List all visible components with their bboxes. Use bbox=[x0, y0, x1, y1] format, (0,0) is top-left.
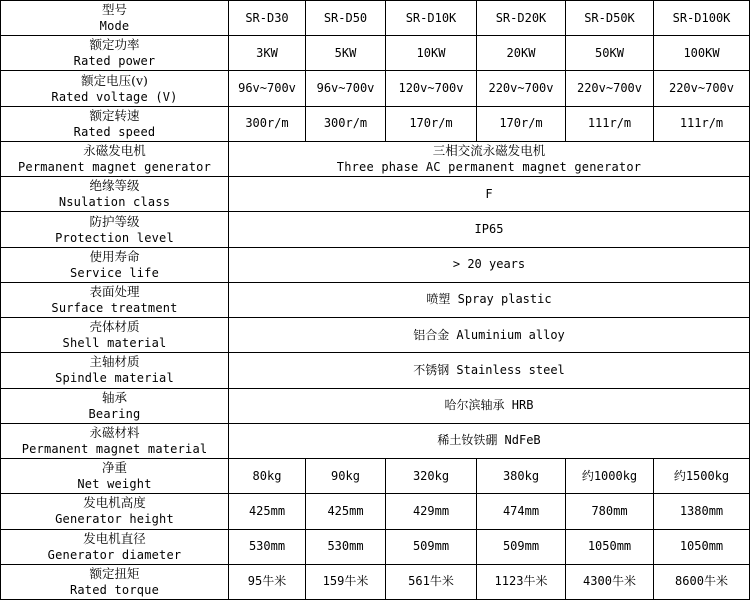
spec-row bbox=[1, 388, 750, 423]
param-label-en: Permanent magnet generator bbox=[17, 160, 212, 175]
value-cell: 220v~700v bbox=[654, 71, 750, 106]
param-label-zh: 型号 bbox=[101, 2, 127, 18]
value-cell: 300r/m bbox=[306, 106, 386, 141]
param-label-zh: 壳体材质 bbox=[89, 319, 140, 335]
value-cell: 3KW bbox=[229, 36, 306, 71]
param-label-en: Generator height bbox=[55, 512, 174, 527]
value-cell: 1123牛米 bbox=[477, 564, 566, 599]
value-cell: 约1500kg bbox=[654, 459, 750, 494]
param-label-zh: 永磁材料 bbox=[89, 424, 140, 440]
spec-row bbox=[1, 141, 750, 176]
model-cell: SR-D10K bbox=[386, 1, 477, 36]
value-cell: 530mm bbox=[306, 529, 386, 564]
value-cell: 96v~700v bbox=[306, 71, 386, 106]
param-label-zh: 额定转速 bbox=[89, 107, 140, 123]
model-cell: SR-D100K bbox=[654, 1, 750, 36]
spec-row bbox=[1, 529, 750, 564]
param-label-cell bbox=[1, 247, 229, 282]
param-label-zh: 防护等级 bbox=[89, 213, 140, 229]
param-label-cell bbox=[1, 459, 229, 494]
param-label-zh: 绝缘等级 bbox=[89, 178, 140, 194]
spec-row bbox=[1, 247, 750, 282]
value-cell: 474mm bbox=[477, 494, 566, 529]
param-label-zh: 主轴材质 bbox=[89, 354, 140, 370]
value-cell: 120v~700v bbox=[386, 71, 477, 106]
param-label-cell bbox=[1, 564, 229, 599]
model-cell: SR-D20K bbox=[477, 1, 566, 36]
spec-row bbox=[1, 423, 750, 458]
param-label-en: Mode bbox=[99, 19, 130, 34]
value-cell: 159牛米 bbox=[306, 564, 386, 599]
value-cell: 429mm bbox=[386, 494, 477, 529]
value-cell: 1050mm bbox=[566, 529, 654, 564]
value-cell: 96v~700v bbox=[229, 71, 306, 106]
spec-row bbox=[1, 71, 750, 106]
value-cell: 约1000kg bbox=[566, 459, 654, 494]
param-label-en: Rated speed bbox=[73, 124, 156, 139]
spec-row bbox=[1, 282, 750, 317]
value-cell: 111r/m bbox=[654, 106, 750, 141]
value-cell: 300r/m bbox=[229, 106, 306, 141]
param-label-zh: 轴承 bbox=[101, 389, 127, 405]
spec-row bbox=[1, 177, 750, 212]
param-label-cell bbox=[1, 529, 229, 564]
param-label-en: Generator diameter bbox=[47, 547, 182, 562]
param-label-en: Protection level bbox=[55, 230, 174, 245]
merged-value-cell: 稀土钕铁硼 NdFeB bbox=[229, 423, 750, 458]
model-cell: SR-D30 bbox=[229, 1, 306, 36]
param-label-en: Nsulation class bbox=[58, 195, 171, 210]
param-label-en: Rated power bbox=[73, 54, 156, 69]
merged-value-cell: IP65 bbox=[229, 212, 750, 247]
value-cell: 95牛米 bbox=[229, 564, 306, 599]
spec-row bbox=[1, 459, 750, 494]
value-cell: 170r/m bbox=[477, 106, 566, 141]
param-label-zh: 额定功率 bbox=[89, 37, 140, 53]
spec-row bbox=[1, 318, 750, 353]
merged-value-cell: 铝合金 Aluminium alloy bbox=[229, 318, 750, 353]
value-cell: 90kg bbox=[306, 459, 386, 494]
param-label-en: Surface treatment bbox=[51, 300, 178, 315]
value-cell: 220v~700v bbox=[566, 71, 654, 106]
param-label-cell bbox=[1, 388, 229, 423]
param-label-cell bbox=[1, 353, 229, 388]
param-label-en: Bearing bbox=[88, 406, 141, 421]
merged-value-cell: 不锈钢 Stainless steel bbox=[229, 353, 750, 388]
spec-row bbox=[1, 106, 750, 141]
param-label-zh: 使用寿命 bbox=[89, 248, 140, 264]
value-cell: 425mm bbox=[306, 494, 386, 529]
param-label-cell bbox=[1, 494, 229, 529]
spec-row bbox=[1, 212, 750, 247]
param-label-zh: 净重 bbox=[101, 460, 127, 476]
param-label-en: Service life bbox=[69, 265, 160, 280]
model-cell: SR-D50 bbox=[306, 1, 386, 36]
value-cell: 20KW bbox=[477, 36, 566, 71]
value-cell: 561牛米 bbox=[386, 564, 477, 599]
spec-row bbox=[1, 564, 750, 599]
value-cell: 170r/m bbox=[386, 106, 477, 141]
spec-table-body bbox=[1, 1, 750, 600]
value-cell: 780mm bbox=[566, 494, 654, 529]
value-cell: 220v~700v bbox=[477, 71, 566, 106]
spec-row bbox=[1, 353, 750, 388]
merged-value-cell bbox=[229, 141, 750, 176]
param-label-en: Permanent magnet material bbox=[21, 441, 208, 456]
param-label-zh: 发电机高度 bbox=[83, 495, 146, 511]
spec-row bbox=[1, 494, 750, 529]
merged-value-en: Three phase AC permanent magnet generator bbox=[336, 160, 642, 175]
param-label-cell bbox=[1, 212, 229, 247]
param-label-zh: 额定电压(v) bbox=[81, 72, 148, 88]
value-cell: 425mm bbox=[229, 494, 306, 529]
value-cell: 1050mm bbox=[654, 529, 750, 564]
value-cell: 111r/m bbox=[566, 106, 654, 141]
value-cell: 5KW bbox=[306, 36, 386, 71]
param-label-en: Shell material bbox=[62, 336, 167, 351]
param-label-cell bbox=[1, 282, 229, 317]
value-cell: 1380mm bbox=[654, 494, 750, 529]
param-label-cell bbox=[1, 177, 229, 212]
merged-value-zh: 三相交流永磁发电机 bbox=[432, 143, 546, 159]
merged-value-cell: > 20 years bbox=[229, 247, 750, 282]
param-label-cell bbox=[1, 71, 229, 106]
model-cell: SR-D50K bbox=[566, 1, 654, 36]
param-label-cell bbox=[1, 1, 229, 36]
param-label-en: Spindle material bbox=[55, 371, 174, 386]
param-label-en: Net weight bbox=[77, 477, 152, 492]
param-label-cell bbox=[1, 423, 229, 458]
param-label-zh: 发电机直径 bbox=[83, 530, 146, 546]
value-cell: 100KW bbox=[654, 36, 750, 71]
value-cell: 320kg bbox=[386, 459, 477, 494]
param-label-cell bbox=[1, 141, 229, 176]
value-cell: 509mm bbox=[386, 529, 477, 564]
param-label-zh: 永磁发电机 bbox=[83, 143, 146, 159]
spec-row bbox=[1, 36, 750, 71]
param-label-en: Rated voltage (V) bbox=[51, 89, 178, 104]
param-label-cell bbox=[1, 318, 229, 353]
value-cell: 4300牛米 bbox=[566, 564, 654, 599]
value-cell: 8600牛米 bbox=[654, 564, 750, 599]
param-label-cell bbox=[1, 106, 229, 141]
param-label-en: Rated torque bbox=[69, 582, 160, 597]
value-cell: 509mm bbox=[477, 529, 566, 564]
merged-value-cell: F bbox=[229, 177, 750, 212]
merged-value-cell: 哈尔滨轴承 HRB bbox=[229, 388, 750, 423]
value-cell: 10KW bbox=[386, 36, 477, 71]
value-cell: 530mm bbox=[229, 529, 306, 564]
value-cell: 380kg bbox=[477, 459, 566, 494]
header-row bbox=[1, 1, 750, 36]
value-cell: 80kg bbox=[229, 459, 306, 494]
param-label-cell bbox=[1, 36, 229, 71]
value-cell: 50KW bbox=[566, 36, 654, 71]
param-label-zh: 额定扭矩 bbox=[89, 565, 140, 581]
param-label-zh: 表面处理 bbox=[89, 283, 140, 299]
merged-value-cell: 喷塑 Spray plastic bbox=[229, 282, 750, 317]
